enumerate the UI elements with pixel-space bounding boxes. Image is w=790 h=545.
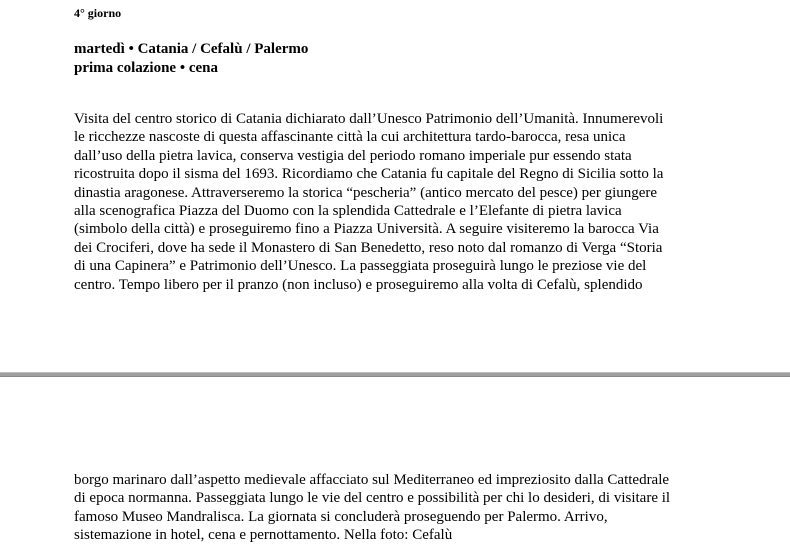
route-line: martedì • Catania / Cefalù / Palermo	[74, 41, 309, 57]
text-line: dei Crociferi, dove ha sede il Monastero di San Benedetto, reso noto dal romanzo di Verga “Storia	[74, 239, 663, 256]
page-break-divider	[0, 372, 790, 377]
text-line: (simbolo della città) e proseguiremo fino a Piazza Università. A seguire visiteremo la barocca Via	[74, 221, 659, 238]
text-line: dinastia aragonese. Attraverseremo la storica “pescheria” (antico mercato del pesce) per giungere	[74, 184, 658, 201]
text-line: ricostruita dopo il sisma del 1693. Ricordiamo che Catania fu capitale del Regno di Sicilia sotto la	[74, 166, 664, 183]
text-line: borgo marinaro dall’aspetto medievale affacciato sul Mediterraneo ed impreziosito dalla Cattedrale	[74, 472, 670, 488]
day-label: 4° giorno	[74, 6, 122, 20]
description-paragraph-2	[74, 471, 670, 545]
description-paragraph-1	[74, 110, 663, 294]
text-line: di epoca normanna. Passeggiata lungo le vie del centro e possibilità per chi lo desideri, di visitare il	[74, 490, 671, 507]
text-line: sistemazione in hotel, cena e pernottamento. Nella foto: Cefalù	[74, 527, 453, 544]
text-line: dall’uso della pietra lavica, conserva vestigia del periodo romano imperiale pur essendo stata	[74, 147, 632, 164]
text-line: le ricchezze nascoste di questa affascinante città la cui architettura tardo-barocca, resa unica	[74, 129, 626, 146]
text-line: centro. Tempo libero per il pranzo (non incluso) e proseguiremo alla volta di Cefalù, splendido	[74, 276, 643, 293]
text-line: famoso Museo Mandralisca. La giornata si concluderà proseguendo per Palermo. Arrivo,	[74, 508, 608, 525]
day-heading	[74, 40, 308, 78]
meals-line: prima colazione • cena	[74, 60, 218, 76]
text-line: Visita del centro storico di Catania dichiarato dall’Unesco Patrimonio dell’Umanità. Innumerevoli	[74, 111, 664, 127]
text-line: alla scenografica Piazza del Duomo con la splendida Cattedrale e l’Elefante di pietra lavica	[74, 203, 622, 220]
text-line: di una Capinera” e Patrimonio dell’Unesco. La passeggiata proseguirà lungo le preziose vie del	[74, 258, 647, 275]
